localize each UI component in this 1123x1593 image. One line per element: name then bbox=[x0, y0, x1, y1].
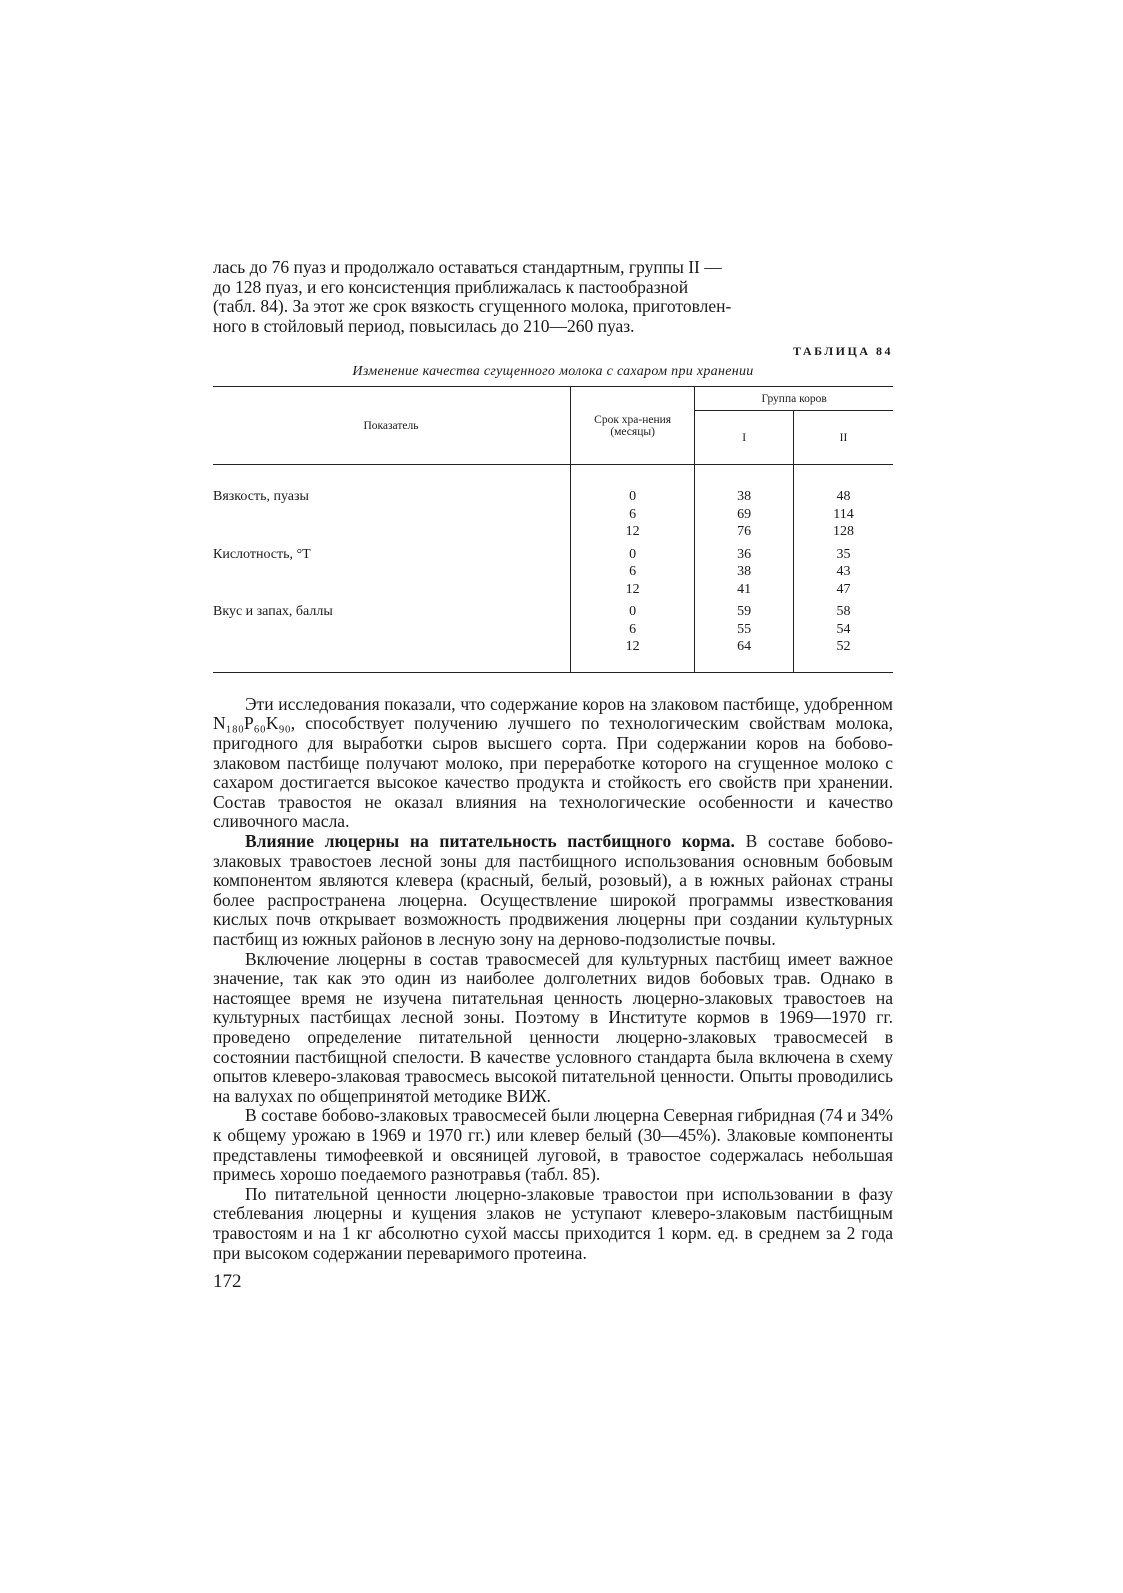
intro-paragraph bbox=[213, 258, 893, 336]
cell-term: 0 bbox=[629, 546, 637, 562]
body-text bbox=[213, 695, 893, 1263]
cell-term: 0 bbox=[629, 489, 637, 505]
cell-group-1: 55 bbox=[737, 621, 752, 637]
table-row bbox=[213, 545, 893, 603]
page bbox=[213, 258, 893, 1293]
intro-line: ного в стойловый период, повысилась до 210—260 пуаз. bbox=[213, 315, 635, 336]
row-name: Кислотность, °T bbox=[213, 546, 311, 562]
paragraph: По питательной ценности люцерно-злаковые травостои при использовании в фазу стеблевания люцерны и кущения злаков не уступают клеверо-злаковым пастбищным травостоям и на 1 кг абсолютно сухой массы приходится 1 корм. ед. в среднем за 2 года при высоком содержании переваримого протеина. bbox=[213, 1183, 893, 1263]
cell-term: 6 bbox=[629, 621, 637, 637]
table-row bbox=[213, 487, 893, 545]
cell-term: 12 bbox=[625, 581, 640, 597]
header-group: Группа коров bbox=[695, 387, 893, 411]
cell-group-1: 36 bbox=[737, 546, 752, 562]
section-heading: Влияние люцерны на питательность пастбищного корма. bbox=[245, 831, 735, 852]
cell-group-1: 38 bbox=[737, 489, 752, 505]
intro-line: лась до 76 пуаз и продолжало оставаться стандартным, группы II — bbox=[213, 257, 722, 277]
paragraph: Эти исследования показали, что содержание коров на злаковом пастбище, удобренном N₁₈₀P₆₀K₉₀, способствует получению лучшего по технологическим свойствам молока, пригодного для выработки сыров высшего сорта. При содержании коров на бобово-злаковом пастбище получают молоко, при переработке которого на сгущенное молоко с сахаром достигается высокое качество продукта и стойкость его свойств при хранении. Состав травостоя не оказал влияния на технологические особенности и качество сливочного масла. bbox=[213, 693, 893, 832]
cell-group-1: 41 bbox=[737, 581, 752, 597]
row-name: Вязкость, пуазы bbox=[213, 489, 309, 505]
cell-term: 12 bbox=[625, 524, 640, 540]
data-table bbox=[213, 386, 893, 673]
intro-line: (табл. 84). За этот же срок вязкость сгущенного молока, приготовлен- bbox=[213, 296, 732, 317]
cell-group-1: 64 bbox=[737, 639, 752, 655]
cell-group-2: 47 bbox=[836, 581, 851, 597]
table-label: ТАБЛИЦА 84 bbox=[793, 344, 893, 359]
cell-group-2: 35 bbox=[836, 546, 851, 562]
cell-term: 6 bbox=[629, 564, 637, 580]
intro-line: до 128 пуаз, и его консистенция приближалась к пастообразной bbox=[213, 276, 689, 297]
header-indicator: Показатель bbox=[363, 419, 419, 432]
header-term: Срок хра-нения (месяцы) bbox=[570, 387, 694, 465]
cell-term: 0 bbox=[629, 604, 637, 620]
cell-group-2: 54 bbox=[836, 621, 851, 637]
paragraph bbox=[213, 832, 893, 950]
cell-group-2: 128 bbox=[832, 524, 854, 540]
cell-group-2: 43 bbox=[836, 564, 851, 580]
cell-group-2: 48 bbox=[836, 489, 851, 505]
cell-group-2: 52 bbox=[836, 639, 851, 655]
row-name: Вкус и запах, баллы bbox=[213, 604, 333, 620]
table-caption: Изменение качества сгущенного молока с сахаром при хранении bbox=[352, 364, 754, 380]
cell-group-1: 38 bbox=[737, 564, 752, 580]
paragraph: Включение люцерны в состав травосмесей для культурных пастбищ имеет важное значение, так как это один из наиболее долголетних видов бобовых трав. Однако в настоящее время не изучена питательная ценность люцерно-злаковых травостоев на культурных пастбищах лесной зоны. Поэтому в Институте кормов в 1969—1970 гг. проведено определение питательной ценности люцерно-злаковых травосмесей в состоянии пастбищной спелости. В качестве условного стандарта была включена в схему опытов клеверо-злаковая травосмесь высокой питательной ценности. Опыты проводились на валухах по общепринятой методике ВИЖ. bbox=[213, 948, 893, 1106]
page-number: 172 bbox=[213, 1271, 242, 1293]
header-group-2: II bbox=[793, 411, 893, 465]
cell-term: 6 bbox=[629, 506, 637, 522]
cell-group-2: 58 bbox=[836, 604, 851, 620]
cell-group-2: 114 bbox=[833, 506, 854, 522]
paragraph-text: В составе бобово-злаковых травостоев лесной зоны для пастбищного использования основным бобовым компонентом являются клевера (красный, белый, розовый), а в южных районах страны более распространена люцерна. Осуществление широкой программы известкования кислых почв открывает возможность продвижения люцерны при создании культурных пастбищ из южных районов в лесную зону на дерново-подзолистые почвы. bbox=[213, 831, 893, 949]
cell-group-1: 76 bbox=[737, 524, 752, 540]
table-row bbox=[213, 602, 893, 672]
cell-group-1: 69 bbox=[737, 506, 752, 522]
cell-group-1: 59 bbox=[737, 604, 752, 620]
cell-term: 12 bbox=[625, 639, 640, 655]
header-group-1: I bbox=[695, 411, 794, 465]
paragraph: В составе бобово-злаковых травосмесей были люцерна Северная гибридная (74 и 34% к общему урожаю в 1969 и 1970 гг.) или клевер белый (30—45%). Злаковые компоненты представлены тимофеевкой и овсяницей луговой, в травостое содержалась небольшая примесь хорошо поедаемого разнотравья (табл. 85). bbox=[213, 1105, 893, 1185]
